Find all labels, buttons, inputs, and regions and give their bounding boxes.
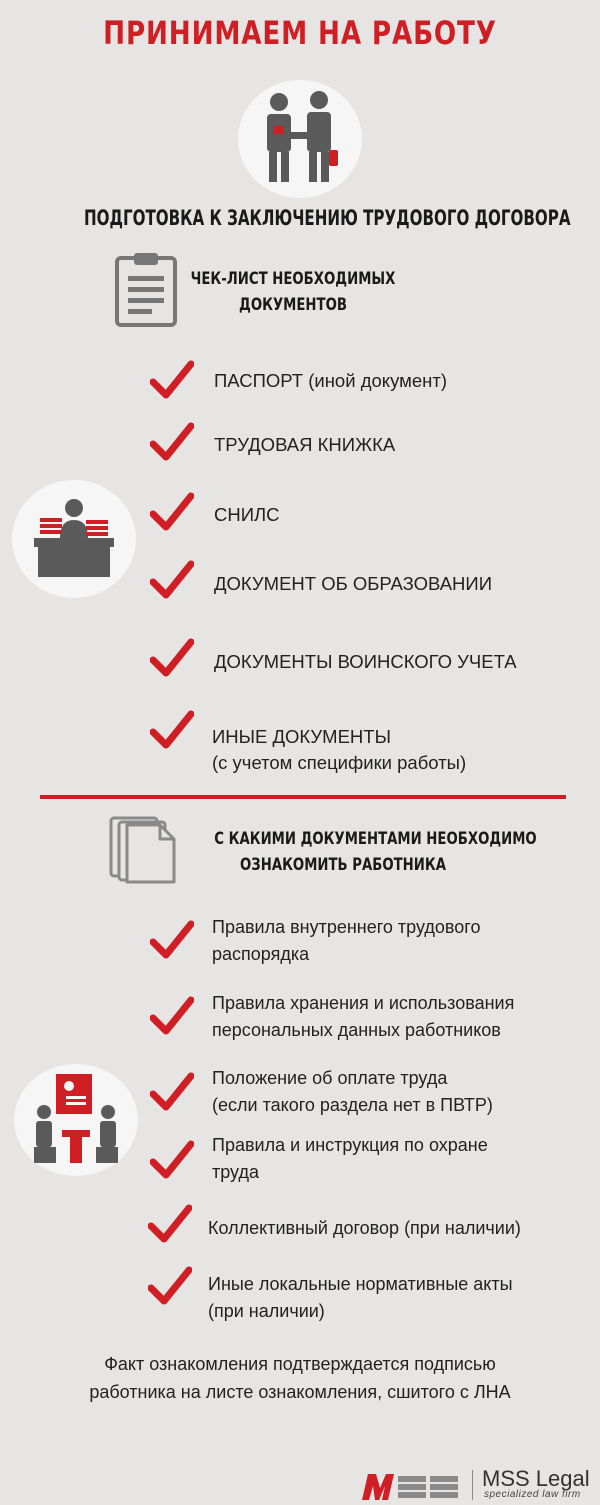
checkmark-icon xyxy=(148,1204,192,1244)
section1-item xyxy=(150,710,194,755)
section2-heading: С КАКИМИ ДОКУМЕНТАМИ НЕОБХОДИМО ОЗНАКОМИТЬ РАБОТНИКА xyxy=(214,829,537,875)
checkmark-icon xyxy=(150,638,194,678)
checkmark-icon xyxy=(150,920,194,960)
checkmark-icon xyxy=(150,1072,194,1112)
checkmark-icon xyxy=(148,1266,192,1306)
section2-item-label: Иные локальные нормативные акты (при наличии) xyxy=(208,1274,513,1321)
page-title: ПРИНИМАЕМ НА РАБОТУ xyxy=(103,14,497,52)
section2-item xyxy=(148,1204,192,1249)
section2-item xyxy=(150,920,194,965)
section2-item-label: Правила и инструкция по охране труда xyxy=(212,1135,488,1182)
logo-name: MSS Legal xyxy=(482,1466,590,1491)
checkmark-icon xyxy=(150,996,194,1036)
checkmark-icon xyxy=(150,360,194,400)
section1-item xyxy=(150,492,194,537)
section2-item xyxy=(150,996,194,1041)
checkmark-icon xyxy=(150,1140,194,1180)
checkmark-icon xyxy=(150,422,194,462)
meeting-icon xyxy=(14,1064,138,1176)
section2-item-label: Правила внутреннего трудового распорядка xyxy=(212,917,481,964)
logo-tagline: specialized law firm xyxy=(484,1489,581,1500)
footer-note: Факт ознакомления подтверждается подписью работника на листе ознакомления, сшитого с ЛНА xyxy=(89,1354,511,1402)
section1-item-label: ДОКУМЕНТЫ ВОИНСКОГО УЧЕТА xyxy=(214,651,517,672)
mss-logo-mark xyxy=(362,1474,462,1500)
section2-item-label: Положение об оплате труда (если такого раздела нет в ПВТР) xyxy=(212,1068,493,1115)
section1-item-label: ДОКУМЕНТ ОБ ОБРАЗОВАНИИ xyxy=(214,573,493,594)
section1-heading: ЧЕК-ЛИСТ НЕОБХОДИМЫХ ДОКУМЕНТОВ xyxy=(190,269,396,315)
checkmark-icon xyxy=(150,492,194,532)
checkmark-icon xyxy=(150,710,194,750)
logo-separator xyxy=(472,1470,473,1500)
documents-stack-icon xyxy=(108,815,180,885)
section2-item xyxy=(150,1072,194,1117)
office-desk-icon xyxy=(12,480,136,598)
checkmark-icon xyxy=(150,560,194,600)
section2-item xyxy=(150,1140,194,1185)
subtitle: ПОДГОТОВКА К ЗАКЛЮЧЕНИЮ ТРУДОВОГО ДОГОВОРА xyxy=(83,206,571,230)
section-divider xyxy=(40,795,566,799)
section2-item-label: Правила хранения и использования персональных данных работников xyxy=(212,993,515,1040)
handshake-icon xyxy=(238,80,362,198)
section1-item-label: ТРУДОВАЯ КНИЖКА xyxy=(214,434,396,455)
section1-item-label: ИНЫЕ ДОКУМЕНТЫ (с учетом специфики работы) xyxy=(212,726,467,773)
section1-item-label: СНИЛС xyxy=(214,504,280,525)
section2-item xyxy=(148,1266,192,1311)
section1-item-label: ПАСПОРТ (иной документ) xyxy=(214,370,447,391)
section2-item-label: Коллективный договор (при наличии) xyxy=(208,1218,521,1238)
section1-item xyxy=(150,422,194,467)
section1-item xyxy=(150,560,194,605)
section1-item xyxy=(150,638,194,683)
section1-item xyxy=(150,360,194,405)
